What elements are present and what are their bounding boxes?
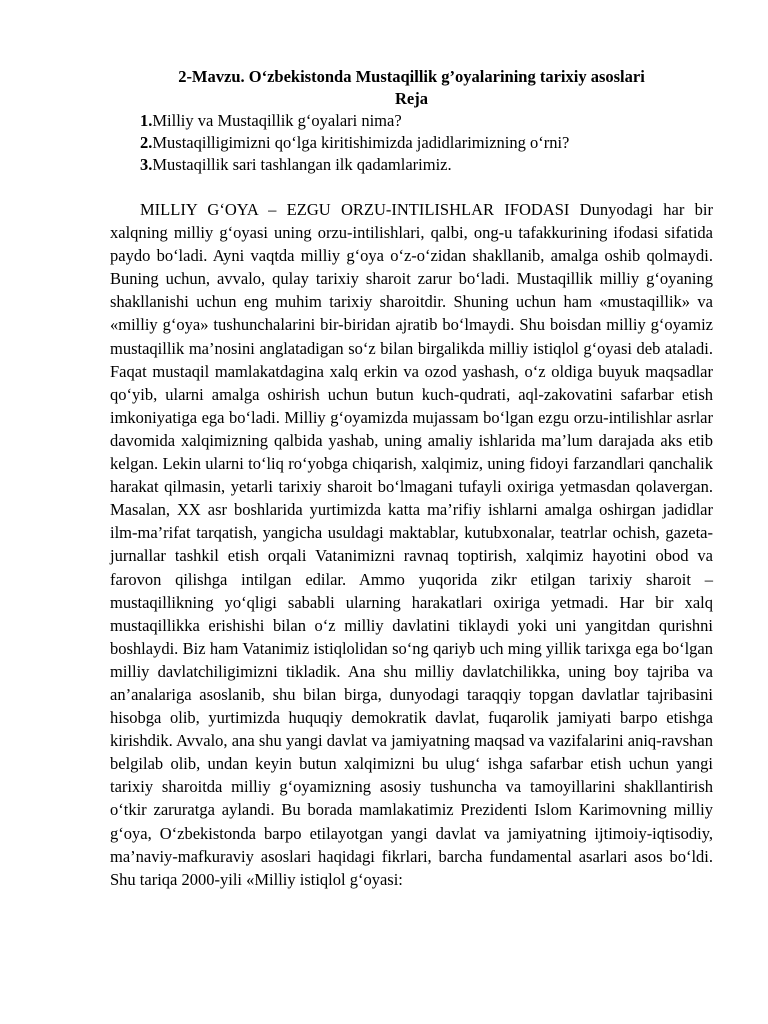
- body-paragraph: MILLIY G‘OYA – EZGU ORZU-INTILISHLAR IFODASI Dunyodagi har bir xalqning milliy g‘oyasi uning orzu-intilishlari, qalbi, ong-u tafakkurining ifodasi sifatida paydo bo‘ladi. Ayni vaqtda milliy g‘oya o‘z-o‘zidan shakllanib, amalga oshib qolmaydi. Buning uchun, avvalo, qulay tarixiy sharoit zarur bo‘ladi. Mustaqillik milliy g‘oyaning shakllanishi uchun eng muhim tarixiy sharoitdir. Shuning uchun ham «mustaqillik» va «milliy g‘oya» tushunchalarini bir-biridan ajratib bo‘lmaydi. Shu boisdan milliy g‘oyamiz mustaqillik ma’nosini anglatadigan so‘z bilan birgalikda milliy istiqlol g‘oyasi deb ataladi. Faqat mustaqil mamlakatdagina xalq erkin va ozod yashash, o‘z oldiga buyuk maqsadlar qo‘yib, ularni amalga oshirish uchun butun kuch-qudrati, aql-zakovatini safarbar etish imkoniyatiga ega bo‘ladi. Milliy g‘oyamizda mujassam bo‘lgan ezgu orzu-intilishlar asrlar davomida xalqimizning qalbida yashab, uning amaliy ishlarida ma’lum darajada aks etib kelgan. Lekin ularni to‘liq ro‘yobga chiqarish, xalqimiz, uning fidoyi farzandlari qanchalik harakat qilmasin, yetarli tarixiy sharoit bo‘lmagani tufayli oxiriga yetmasdan qolavergan. Masalan, XX asr boshlarida yurtimizda katta ma’rifiy ishlarni amalga oshirgan jadidlar ilm-ma’rifat tarqatish, yangicha usuldagi maktablar, kutubxonalar, teatrlar ochish, gazeta-jurnallar tashkil etish orqali Vatanimizni ravnaq toptirish, xalqimiz hayotini obod va farovon qilishga intilgan edilar. Ammo yuqorida zikr etilgan tarixiy sharoit – mustaqillikning yo‘qligi sababli ularning harakatlari oxiriga yetmadi. Har bir xalq mustaqillikka erishishi bilan o‘z milliy davlatini tiklaydi yoki uni yangitdan qurishni boshlaydi. Biz ham Vatanimiz istiqlolidan so‘ng qariyb uch ming yillik tarixga ega bo‘lgan milliy davlatchiligimizni tikladik. Ana shu milliy davlatchilikka, uning boy tajriba va an’analariga asoslanib, shu bilan birga, dunyodagi taraqqiy topgan davlatlar tajribasini hisobga olib, yurtimizda huquqiy demokratik davlat, fuqarolik jamiyati barpo etishga kirishdik. Avvalo, ana shu yangi davlat va jamiyatning maqsad va vazifalarini aniq-ravshan belgilab olib, undan keyin butun xalqimizni bu ulug‘ ishga safarbar etish uchun yangi tarixiy sharoitda milliy g‘oyamizning asosiy tushuncha va tamoyillarini shakllantirish o‘tkir zaruratga aylandi. Bu borada mamlakatimiz Prezidenti Islom Karimovning milliy g‘oya, O‘zbekistonda barpo etilayotgan yangi davlat va jamiyatning ijtimoiy-iqtisodiy, ma’naviy-mafkuraviy asoslari haqidagi fikrlari, barcha fundamental asarlari asos bo‘ldi. Shu tariqa 2000-yili «Milliy istiqlol g‘oyasi:: [110, 200, 713, 889]
- document-page: [110, 66, 713, 891]
- plan-item-text: Mustaqilligimizni qo‘lga kiritishimizda jadidlarimizning o‘rni?: [152, 133, 570, 152]
- blank-line: [110, 176, 713, 198]
- document-title: 2-Mavzu. O‘zbekistonda Mustaqillik g’oyalarining tarixiy asoslari: [178, 67, 645, 86]
- plan-item-3: [140, 154, 713, 176]
- plan-item-number: 2.: [140, 133, 153, 152]
- plan-item-1: [140, 110, 713, 132]
- plan-item-number: 1.: [140, 111, 153, 130]
- plan-list: [110, 110, 713, 176]
- plan-item-2: [140, 132, 713, 154]
- plan-heading: Reja: [395, 89, 428, 108]
- plan-item-number: 3.: [140, 155, 153, 174]
- plan-item-text: Milliy va Mustaqillik g‘oyalari nima?: [152, 111, 402, 130]
- plan-item-text: Mustaqillik sari tashlangan ilk qadamlarimiz.: [152, 155, 452, 174]
